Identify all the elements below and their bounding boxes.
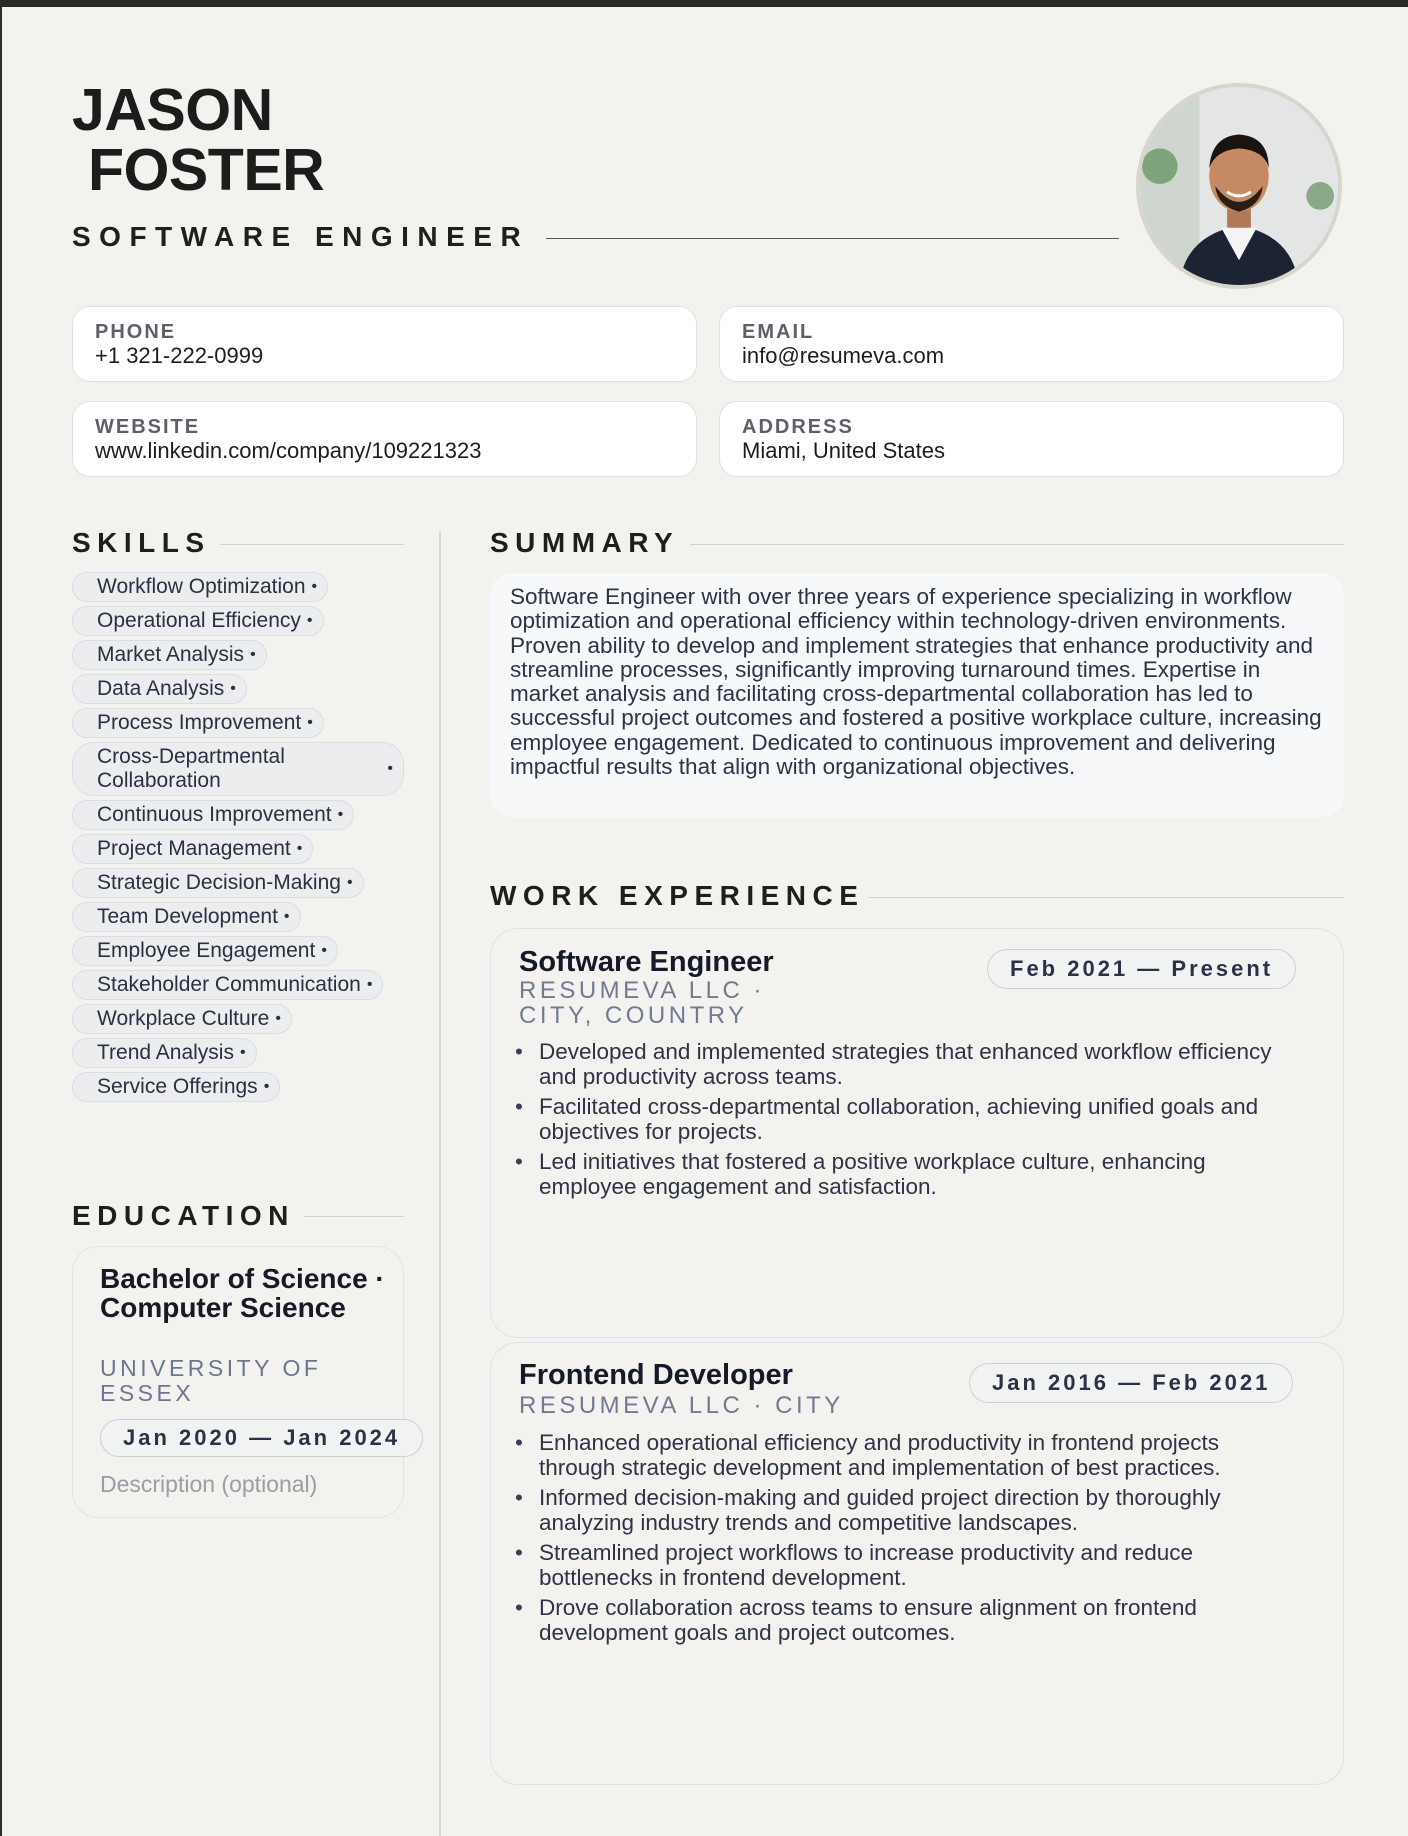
- contact-email: [719, 306, 1344, 382]
- job-company: RESUMEVA LLC · CITY, COUNTRY: [519, 977, 765, 1029]
- contact-phone: [72, 306, 697, 382]
- work-heading: WORK EXPERIENCE: [490, 880, 865, 911]
- skills-list: [72, 572, 412, 1106]
- job-title: Frontend Developer: [519, 1359, 793, 1391]
- skills-rule: [220, 544, 404, 545]
- website-value[interactable]: www.linkedin.com/company/109221323: [95, 438, 482, 463]
- column-divider: [439, 531, 441, 1836]
- skill-tag: Stakeholder Communication •: [72, 970, 383, 1000]
- address-value: Miami, United States: [742, 438, 945, 463]
- job-bullets: [511, 1431, 1301, 1651]
- first-name: JASON: [72, 77, 273, 143]
- job-bullets: [511, 1040, 1301, 1205]
- skill-tag: Cross-Departmental Collaboration •: [72, 742, 404, 796]
- skill-tag: Workflow Optimization •: [72, 572, 328, 602]
- education-dates: Jan 2020 — Jan 2024: [100, 1419, 423, 1457]
- candidate-name: [72, 77, 325, 203]
- skill-tag: Service Offerings •: [72, 1072, 280, 1102]
- phone-value[interactable]: +1 321-222-0999: [95, 343, 264, 368]
- summary-heading: SUMMARY: [490, 527, 680, 558]
- last-name: FOSTER: [88, 137, 325, 203]
- skills-heading: SKILLS: [72, 527, 211, 558]
- skill-tag: Market Analysis •: [72, 640, 267, 670]
- education-description[interactable]: Description (optional): [100, 1471, 318, 1497]
- email-label: EMAIL: [742, 321, 815, 343]
- contact-website: [72, 401, 697, 477]
- job-bullet: • Drove collaboration across teams to ensure alignment on frontend development goals and project outcomes.: [511, 1596, 1301, 1645]
- contact-address: [719, 401, 1344, 477]
- job-bullet: • Developed and implemented strategies that enhanced workflow efficiency and productivity across teams.: [511, 1040, 1301, 1089]
- job-company: RESUMEVA LLC · CITY: [519, 1392, 844, 1419]
- website-label: WEBSITE: [95, 416, 201, 438]
- skill-tag: Process Improvement •: [72, 708, 324, 738]
- summary-text: Software Engineer with over three years of experience specializing in workflow optimization and operational efficiency within technology-driven environments. Proven ability to develop and implement strategies that enhance productivity and streamline processes, significantly improving turnaround times. Expertise in market analysis and facilitating cross-departmental collaboration has led to successful project outcomes and fostered a positive workplace culture, increasing employee engagement. Dedicated to continuous improvement and delivering impactful results that align with organizational objectives.: [490, 573, 1344, 817]
- job-title-heading: SOFTWARE ENGINEER: [72, 221, 530, 252]
- profile-photo: [1136, 83, 1342, 289]
- work-rule: [868, 897, 1344, 898]
- job-title: Software Engineer: [519, 946, 774, 978]
- email-value[interactable]: info@resumeva.com: [742, 343, 945, 368]
- page-left-edge: [0, 7, 2, 1836]
- skill-tag: Data Analysis •: [72, 674, 247, 704]
- skill-tag: Continuous Improvement •: [72, 800, 354, 830]
- skill-tag: Team Development •: [72, 902, 301, 932]
- job-bullet: • Facilitated cross-departmental collaboration, achieving unified goals and objectives for projects.: [511, 1095, 1301, 1144]
- phone-label: PHONE: [95, 321, 177, 343]
- skill-tag: Strategic Decision-Making •: [72, 868, 364, 898]
- education-rule: [304, 1216, 404, 1217]
- education-degree: Bachelor of Science · Computer Science: [100, 1263, 385, 1323]
- job-bullet: • Enhanced operational efficiency and productivity in frontend projects through strategic development and implementation of best practices.: [511, 1431, 1301, 1480]
- job-dates: Jan 2016 — Feb 2021: [969, 1363, 1293, 1403]
- job-dates: Feb 2021 — Present: [987, 949, 1296, 989]
- job-bullet: • Informed decision-making and guided project direction by thoroughly analyzing industry trends and competitive landscapes.: [511, 1486, 1301, 1535]
- education-heading: EDUCATION: [72, 1200, 295, 1231]
- summary-rule: [690, 544, 1344, 545]
- title-divider: [546, 238, 1119, 239]
- job-bullet: • Streamlined project workflows to increase productivity and reduce bottlenecks in frontend development.: [511, 1541, 1301, 1590]
- job-bullet: • Led initiatives that fostered a positive workplace culture, enhancing employee engagement and satisfaction.: [511, 1150, 1301, 1199]
- address-label: ADDRESS: [742, 416, 854, 438]
- skill-tag: Project Management •: [72, 834, 313, 864]
- skill-tag: Employee Engagement •: [72, 936, 338, 966]
- skill-tag: Operational Efficiency •: [72, 606, 324, 636]
- education-school: UNIVERSITY OF ESSEX: [100, 1355, 322, 1406]
- window-top-bar: [0, 0, 1408, 7]
- skill-tag: Workplace Culture •: [72, 1004, 292, 1034]
- skill-tag: Trend Analysis •: [72, 1038, 257, 1068]
